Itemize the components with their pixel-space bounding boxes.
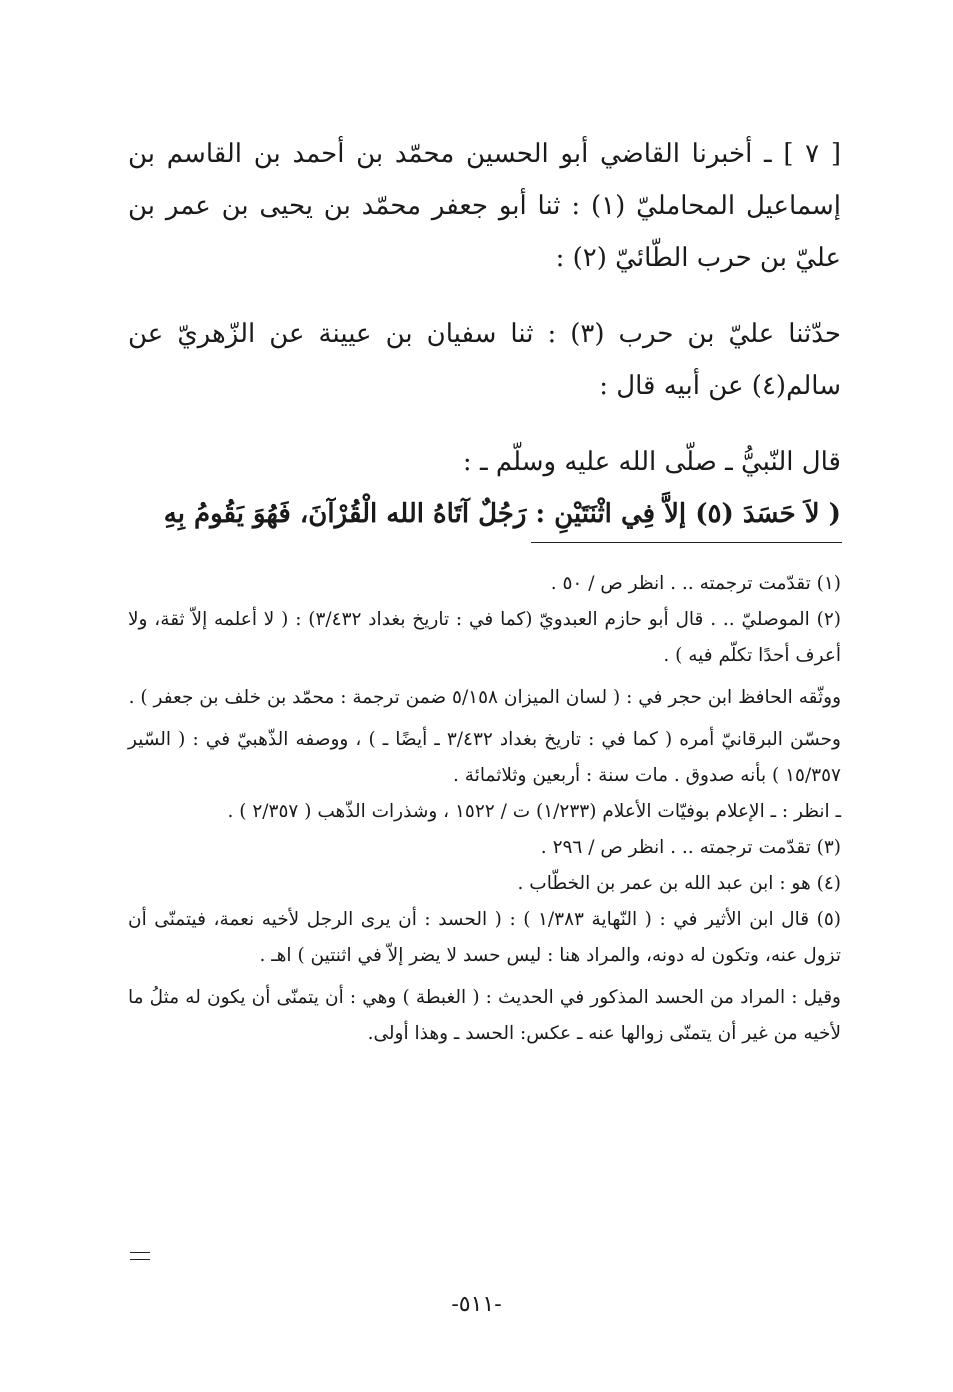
footnote-separator — [531, 542, 842, 543]
footnote-2-cont-3: ـ انظر : ـ الإعلام بوفيّات الأعلام (١/٢٣٣) ت / ١٥٢٢ ، وشذرات الذّهب ( ٢/٣٥٧ ) . — [227, 801, 841, 822]
footnote-3: (٣) تقدّمت ترجمته .. . انظر ص / ٢٩٦ . — [540, 837, 841, 858]
paragraph-2: حدّثنا عليّ بن حرب (٣) : ثنا سفيان بن عيينة عن الزّهريّ عن سالم(٤) عن أبيه قال : — [128, 319, 841, 401]
footnote-5-cont: وقيل : المراد من الحسد المذكور في الحديث : ( الغبطة ) وهي : أن يتمنّى أن يكون له مثلُ ما لأخيه من غير أن يتمنّى زوالها عنه ـ عكس: الحسد ـ وهذا أولى. — [128, 987, 841, 1044]
footnotes — [128, 566, 841, 1052]
paragraph-3: قال النّبيُّ ـ صلّى الله عليه وسلّم ـ : — [462, 447, 841, 477]
continuation-mark — [130, 1252, 150, 1266]
footnote-1: (١) تقدّمت ترجمته .. . انظر ص / ٥٠ . — [550, 573, 841, 594]
page-number: -٥١١- — [451, 1292, 502, 1317]
footnote-2-cont-2: وحسّن البرقانيّ أمره ( كما في : تاريخ بغداد ٣/٤٣٢ ـ أيضًا ـ ) ، ووصفه الذّهبيّ في : ( السّير ١٥/٣٥٧ ) بأنه صدوق . مات سنة : أربعين وثلاثمائة . — [128, 729, 841, 786]
footnote-4: (٤) هو : ابن عبد الله بن عمر بن الخطّاب . — [517, 873, 841, 894]
hadith-text: ( لاَ حَسَدَ (٥) إلاَّ فِي اثْنَتَيْنِ : رَجُلٌ آتَاهُ الله الْقُرْآنَ، فَهُوَ يَقُومُ بِهِ — [163, 499, 841, 529]
footnote-5: (٥) قال ابن الأثير في : ( النّهاية ١/٣٨٣ ) : ( الحسد : أن يرى الرجل لأخيه نعمة، فيتمنّى أن تزول عنه، وتكون له دونه، والمراد هنا : ليس حسد لا يضر إلاّ في اثنتين ) اهـ . — [128, 909, 841, 966]
main-text — [128, 128, 841, 540]
footnote-2: (٢) الموصليّ .. . قال أبو حازم العبدويّ (كما في : تاريخ بغداد ٣/٤٣٢) : ( لا أعلمه إلاّ ثقة، ولا أعرف أحدًا تكلّم فيه ) . — [128, 609, 841, 666]
paragraph-1: [ ٧ ] ـ أخبرنا القاضي أبو الحسين محمّد بن أحمد بن القاسم بن إسماعيل المحامليّ (١) : ثنا أبو جعفر محمّد بن يحيى بن عمر بن عليّ بن حرب الطّائيّ (٢) : — [128, 139, 841, 273]
footnote-2-cont-1: ووثّقه الحافظ ابن حجر في : ( لسان الميزان ٥/١٥٨ ضمن ترجمة : محمّد بن خلف بن جعفر ) . — [128, 687, 841, 708]
